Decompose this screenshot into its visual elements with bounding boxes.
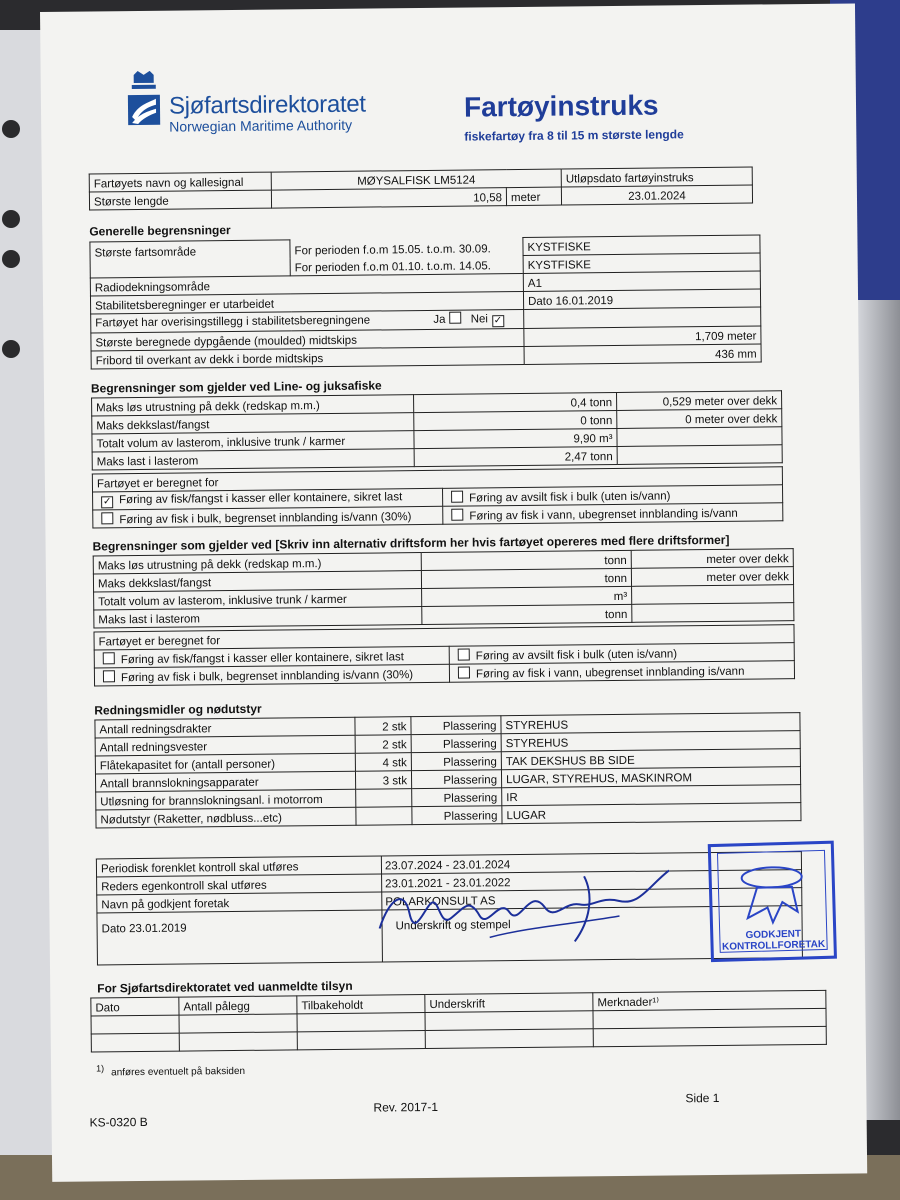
control-table (96, 855, 383, 965)
rescue-label: Antall brannslokningsapparater (95, 771, 355, 792)
line-opt2-checkbox[interactable] (451, 491, 463, 503)
expiry-value: 23.01.2024 (561, 185, 752, 205)
vessel-name-value: MØYSALFISK LM5124 (271, 169, 561, 190)
stability-value: Dato 16.01.2019 (523, 289, 760, 309)
nei-label: Nei (470, 313, 489, 326)
nei-checkbox[interactable]: ✓ (493, 315, 503, 327)
owner-value: 23.01.2021 - 23.01.2022 (381, 870, 801, 892)
approved-label: Navn på godkjent foretak (97, 892, 382, 913)
handwritten-signature-icon (369, 865, 730, 949)
rescue-qty (356, 789, 412, 808)
rescue-placement-value: LUGAR (502, 803, 801, 824)
area-label: Største fartsområde (90, 240, 290, 260)
length-value: 10,58 (271, 188, 506, 208)
footnote-mark: 1) (96, 1063, 105, 1074)
signature-label: Underskrift og stempel (395, 919, 511, 933)
stamp-text: GODKJENT KONTROLLFORETAK (721, 928, 826, 953)
stability-label: Stabilitetsberegninger er utarbeidet (90, 291, 523, 314)
punch-hole (2, 120, 20, 138)
line-r2-extra: 0 meter over dekk (617, 409, 782, 429)
document-page (40, 3, 867, 1181)
alt-r3-label: Totalt volum av lasterom, inklusive trunk / karmer (94, 589, 422, 610)
form-code: KS-0320 B (89, 1114, 148, 1130)
stamp-emblem-icon (731, 856, 813, 928)
line-r1-value: 0,4 tonn (414, 392, 617, 412)
rescue-qty: 4 stk (355, 753, 411, 772)
inspection-header: Underskrift (425, 993, 593, 1013)
rescue-label: Flåtekapasitet for (antall personer) (95, 753, 355, 774)
line-r2-label: Maks dekkslast/fangst (92, 413, 414, 434)
inspection-header: Tilbakeholdt (297, 995, 425, 1014)
rescue-qty (356, 807, 412, 826)
period2-label: For perioden f.o.m 01.10. t.o.m. 14.05. (294, 260, 492, 275)
line-opt1-label: Føring av fisk/fangst i kasser eller kontainere, sikret last (119, 491, 403, 507)
doc-subtitle: fiskefartøy fra 8 til 15 m største lengde (464, 127, 684, 144)
alt-options-table (93, 624, 795, 686)
norwegian-maritime-authority-logo-icon (126, 71, 163, 133)
rescue-label: Nødutstyr (Raketter, nødbluss...etc) (96, 807, 356, 828)
rescue-placement-label: Plassering (411, 770, 501, 789)
rescue-placement-value: STYREHUS (501, 713, 800, 734)
period2-value: KYSTFISKE (523, 253, 760, 273)
length-unit: meter (506, 187, 561, 206)
revision: Rev. 2017-1 (373, 1099, 439, 1115)
line-r1-extra: 0,529 meter over dekk (617, 391, 782, 411)
line-table (91, 390, 783, 470)
rescue-placement-label: Plassering (411, 734, 501, 753)
line-opt3-checkbox[interactable] (101, 512, 113, 524)
radio-label: Radiodekningsområde (90, 273, 523, 296)
line-opt4-checkbox[interactable] (451, 509, 463, 521)
line-opt3-label: Føring av fisk i bulk, begrenset innblanding is/vann (30%) (119, 511, 412, 527)
alt-opt2-label: Føring av avsilt fisk i bulk (uten is/vann) (475, 648, 678, 663)
line-options-table (92, 466, 784, 528)
footnote-text: anføres eventuelt på baksiden (111, 1065, 246, 1079)
approved-value: POLARKONSULT AS (381, 888, 801, 910)
length-label: Største lengde (89, 190, 271, 210)
rescue-placement-label: Plassering (411, 752, 501, 771)
line-opt1-checkbox[interactable]: ✓ (102, 496, 112, 508)
line-opt2-label: Føring av avsilt fisk i bulk (uten is/vann) (469, 490, 671, 505)
punch-hole (2, 210, 20, 228)
rescue-placement-value: STYREHUS (501, 731, 800, 752)
rescue-placement-value: LUGAR, STYREHUS, MASKINROM (501, 767, 800, 788)
inspection-table (90, 990, 827, 1053)
line-r4-label: Maks last i lasterom (92, 449, 414, 470)
rescue-table (94, 712, 801, 828)
approval-stamp (708, 841, 837, 962)
alt-r2-extra: meter over dekk (631, 567, 793, 587)
owner-label: Reders egenkontroll skal utføres (97, 874, 382, 895)
alt-opt1-checkbox[interactable] (103, 652, 115, 664)
line-r4-value: 2,47 tonn (414, 446, 617, 466)
expiry-label: Utløpsdato fartøyinstruks (561, 167, 752, 187)
alt-opt4-label: Føring av fisk i vann, ubegrenset innblanding is/vann (475, 665, 745, 681)
page-number: Side 1 (685, 1090, 720, 1106)
line-r2-value: 0 tonn (414, 410, 617, 430)
general-table (89, 234, 761, 369)
alt-opt3-checkbox[interactable] (103, 670, 115, 682)
periodic-label: Periodisk forenklet kontroll skal utføres (96, 856, 381, 877)
draft-label: Største beregnede dypgående (moulded) midtskips (91, 328, 524, 351)
rescue-qty: 2 stk (355, 717, 411, 736)
alt-title: Begrensninger som gjelder ved [Skriv inn alternativ driftsform her hvis fartøyet opereres med flere driftsformer] (92, 532, 730, 554)
alt-r3-unit: m³ (422, 586, 632, 606)
alt-r1-unit: tonn (421, 550, 631, 570)
alt-r1-extra: meter over dekk (631, 549, 793, 569)
org-name-en: Norwegian Maritime Authority (169, 116, 353, 135)
line-opt4-row (443, 503, 783, 525)
alt-designed-for: Fartøyet er beregnet for (94, 625, 794, 650)
rescue-label: Antall redningsdrakter (95, 717, 355, 738)
rescue-placement-label: Plassering (411, 716, 501, 735)
alt-r2-unit: tonn (421, 568, 631, 588)
periodic-value: 23.07.2024 - 23.01.2024 (381, 852, 801, 874)
line-r3-label: Totalt volum av lasterom, inklusive trunk / karmer (92, 431, 414, 452)
alt-opt4-checkbox[interactable] (458, 667, 470, 679)
alt-opt2-checkbox[interactable] (458, 649, 470, 661)
period1-label: For perioden f.o.m 15.05. t.o.m. 30.09. (294, 242, 491, 257)
alt-r1-label: Maks løs utrustning på dekk (redskap m.m.) (93, 553, 421, 574)
rescue-qty: 2 stk (355, 735, 411, 754)
radio-value: A1 (523, 271, 760, 291)
inspection-header: Dato (91, 997, 179, 1016)
freeboard-value: 436 mm (524, 344, 761, 364)
rescue-qty: 3 stk (355, 771, 411, 790)
rescue-placement-value: IR (502, 785, 801, 806)
rescue-label: Antall redningsvester (95, 735, 355, 756)
rescue-title: Redningsmidler og nødutstyr (94, 701, 262, 718)
alt-r4-label: Maks last i lasterom (94, 607, 422, 628)
alt-opt4-row (449, 661, 794, 683)
freeboard-label: Fribord til overkant av dekk i borde midtskips (91, 346, 524, 369)
alt-opt3-row (94, 664, 449, 686)
alt-table (93, 548, 795, 628)
period1-value: KYSTFISKE (523, 235, 760, 255)
line-r3-value: 9,90 m³ (414, 428, 617, 448)
line-r1-label: Maks løs utrustning på dekk (redskap m.m.) (92, 395, 414, 416)
ja-checkbox[interactable] (449, 312, 461, 324)
date-label: Dato 23.01.2019 (97, 910, 383, 965)
line-opt3-row (93, 506, 443, 528)
inspection-header: Antall pålegg (179, 996, 297, 1015)
inspection-title: For Sjøfartsdirektoratet ved uanmeldte tilsyn (97, 978, 353, 996)
inspection-header: Merknader¹⁾ (593, 990, 826, 1010)
alt-opt1-label: Føring av fisk/fangst i kasser eller kontainere, sikret last (120, 651, 404, 667)
rescue-placement-value: TAK DEKSHUS BB SIDE (501, 749, 800, 770)
line-designed-for: Fartøyet er beregnet for (92, 467, 782, 492)
vessel-name-label: Fartøyets navn og kallesignal (89, 172, 271, 192)
rescue-label: Utløsning for brannslokningsanl. i motorrom (96, 789, 356, 810)
punch-hole (2, 250, 20, 268)
alt-opt3-label: Føring av fisk i bulk, begrenset innblanding is/vann (30%) (120, 669, 414, 685)
ja-label: Ja (433, 313, 446, 326)
general-title: Generelle begrensninger (89, 223, 231, 239)
icing-label: Fartøyet har overisingstillegg i stabilitetsberegningene (95, 314, 371, 330)
punch-hole (2, 340, 20, 358)
rescue-placement-label: Plassering (412, 788, 502, 807)
rescue-placement-label: Plassering (412, 806, 502, 825)
line-opt4-label: Føring av fisk i vann, ubegrenset innblanding is/vann (469, 507, 738, 523)
line-title: Begrensninger som gjelder ved Line- og juksafiske (90, 378, 382, 396)
doc-title: Fartøyinstruks (463, 89, 659, 123)
draft-value: 1,709 meter (524, 326, 761, 346)
alt-r4-unit: tonn (422, 604, 632, 624)
alt-r2-label: Maks dekkslast/fangst (93, 571, 421, 592)
org-name: Sjøfartsdirektoratet (168, 90, 366, 120)
vessel-table (89, 167, 753, 211)
